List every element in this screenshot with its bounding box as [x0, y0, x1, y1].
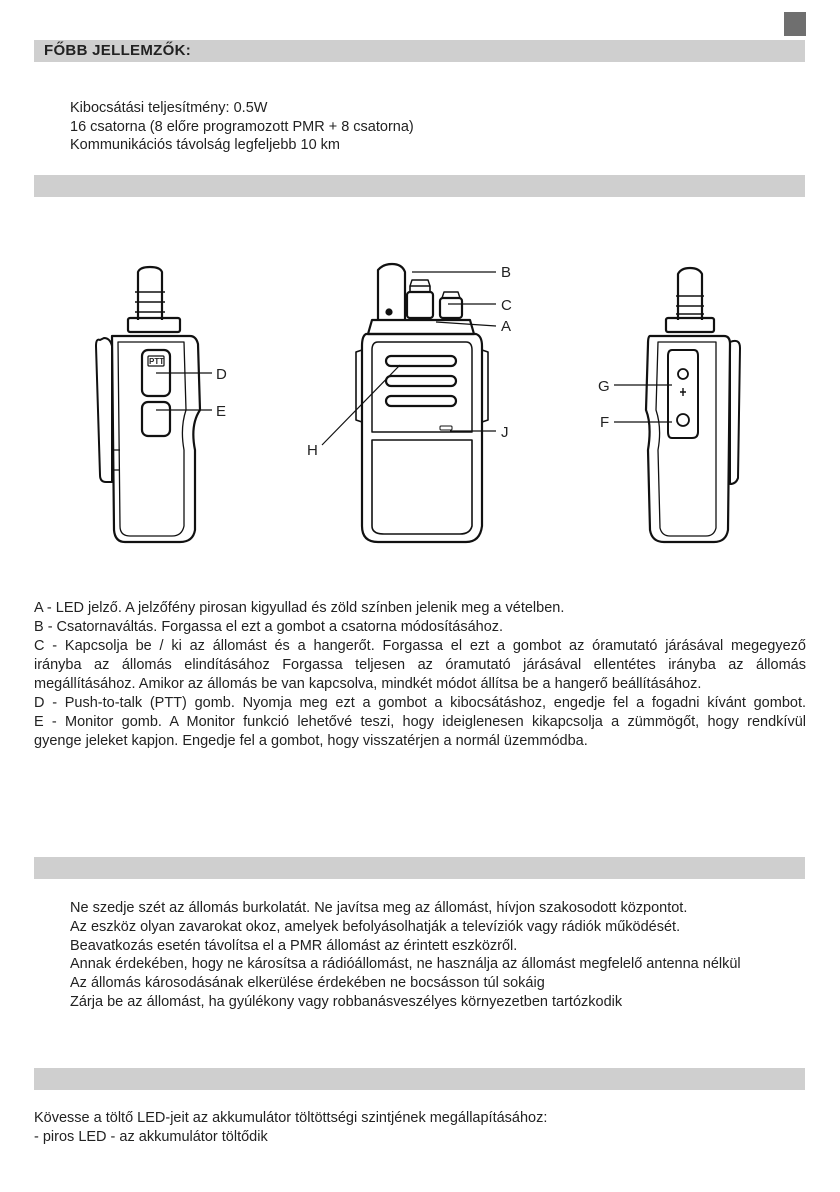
- callout-e: E: [216, 403, 227, 420]
- callout-g: G: [598, 378, 610, 395]
- desc-c-line1: C - Kapcsolja be / ki az állomást és a hangerőt. Forgassa el ezt a gombot az óramutató járásával megegyező: [34, 638, 806, 654]
- feature-item: 16 csatorna (8 előre programozott PMR + 8 csatorna): [70, 118, 414, 135]
- callout-j: J: [501, 424, 509, 441]
- callout-f: F: [600, 414, 610, 431]
- charging-block: [34, 1109, 806, 1147]
- section-header-features: [34, 40, 805, 62]
- safety-list: [70, 899, 770, 1012]
- desc-a: A - LED jelző. A jelzőfény pirosan kigyullad és zöld színben jelenik meg a vételben.: [34, 600, 565, 616]
- description-block: [34, 599, 806, 751]
- feature-item: Kibocsátási teljesítmény: 0.5W: [70, 100, 268, 116]
- desc-c-line2: irányba az állomás elindításához Forgassa teljesen az óramutató járásával ellentétes irányba az állomás: [34, 657, 806, 673]
- feature-item: Kommunikációs távolság legfeljebb 10 km: [70, 137, 340, 153]
- section-header-charging: [34, 1068, 805, 1090]
- safety-item: Annak érdekében, hogy ne károsítsa a rádióállomást, ne használja az állomást megfelelő antenna nélkül: [70, 956, 741, 973]
- section-header-device: [34, 175, 805, 197]
- callout-a: A: [501, 318, 512, 335]
- safety-item: Az eszköz olyan zavarokat okoz, amelyek befolyásolhatják a televíziók vagy rádiók működését.: [70, 918, 681, 935]
- safety-item: Beavatkozás esetén távolítsa el a PMR állomást az érintett eszközről.: [70, 937, 518, 954]
- ptt-label: PTT: [149, 357, 165, 366]
- callout-b: B: [501, 264, 512, 281]
- desc-d: D - Push-to-talk (PTT) gomb. Nyomja meg ezt a gombot a kibocsátáshoz, engedje fel a fogadni kívánt gombot.: [34, 695, 806, 711]
- desc-e-line2: gyenge jeleket kapjon. Engedje fel a gombot, hogy visszatérjen a normál üzemmódba.: [34, 733, 588, 749]
- desc-e-line1: E - Monitor gomb. A Monitor funkció lehetővé teszi, hogy ideiglenesen kikapcsolja a zümmögőt, hogy rendkívül: [34, 714, 806, 730]
- desc-c-line3: megállításához. Amikor az állomás be van kapcsolva, mindkét módot állítsa be a hangerő beállításához.: [34, 676, 702, 692]
- desc-b: B - Csatornaváltás. Forgassa el ezt a gombot a csatorna módosításához.: [34, 619, 504, 635]
- features-list: [70, 99, 414, 155]
- safety-item: Az állomás károsodásának elkerülése érdekében ne bocsásson túl sokáig: [70, 975, 545, 992]
- safety-item: Zárja be az állomást, ha gyúlékony vagy robbanásveszélyes környezetben tartózkodik: [70, 993, 623, 1010]
- section-header-safety: [34, 857, 805, 879]
- radio-diagram: [0, 250, 840, 570]
- radio-left-view: [96, 267, 200, 542]
- radio-front-view: [356, 264, 488, 542]
- charging-intro: Kövesse a töltő LED-jeit az akkumulátor töltöttségi szintjének megállapításához:: [34, 1110, 548, 1126]
- radio-right-view: [646, 268, 740, 542]
- section-title: FŐBB JELLEMZŐK:: [44, 42, 191, 59]
- charging-item: - piros LED - az akkumulátor töltődik: [34, 1129, 268, 1145]
- callout-h: H: [307, 442, 318, 459]
- safety-item: Ne szedje szét az állomás burkolatát. Ne javítsa meg az állomást, hívjon szakosodott központot.: [70, 900, 688, 916]
- page-corner-marker: [784, 12, 806, 36]
- callout-d: D: [216, 366, 227, 383]
- callout-c: C: [501, 297, 512, 314]
